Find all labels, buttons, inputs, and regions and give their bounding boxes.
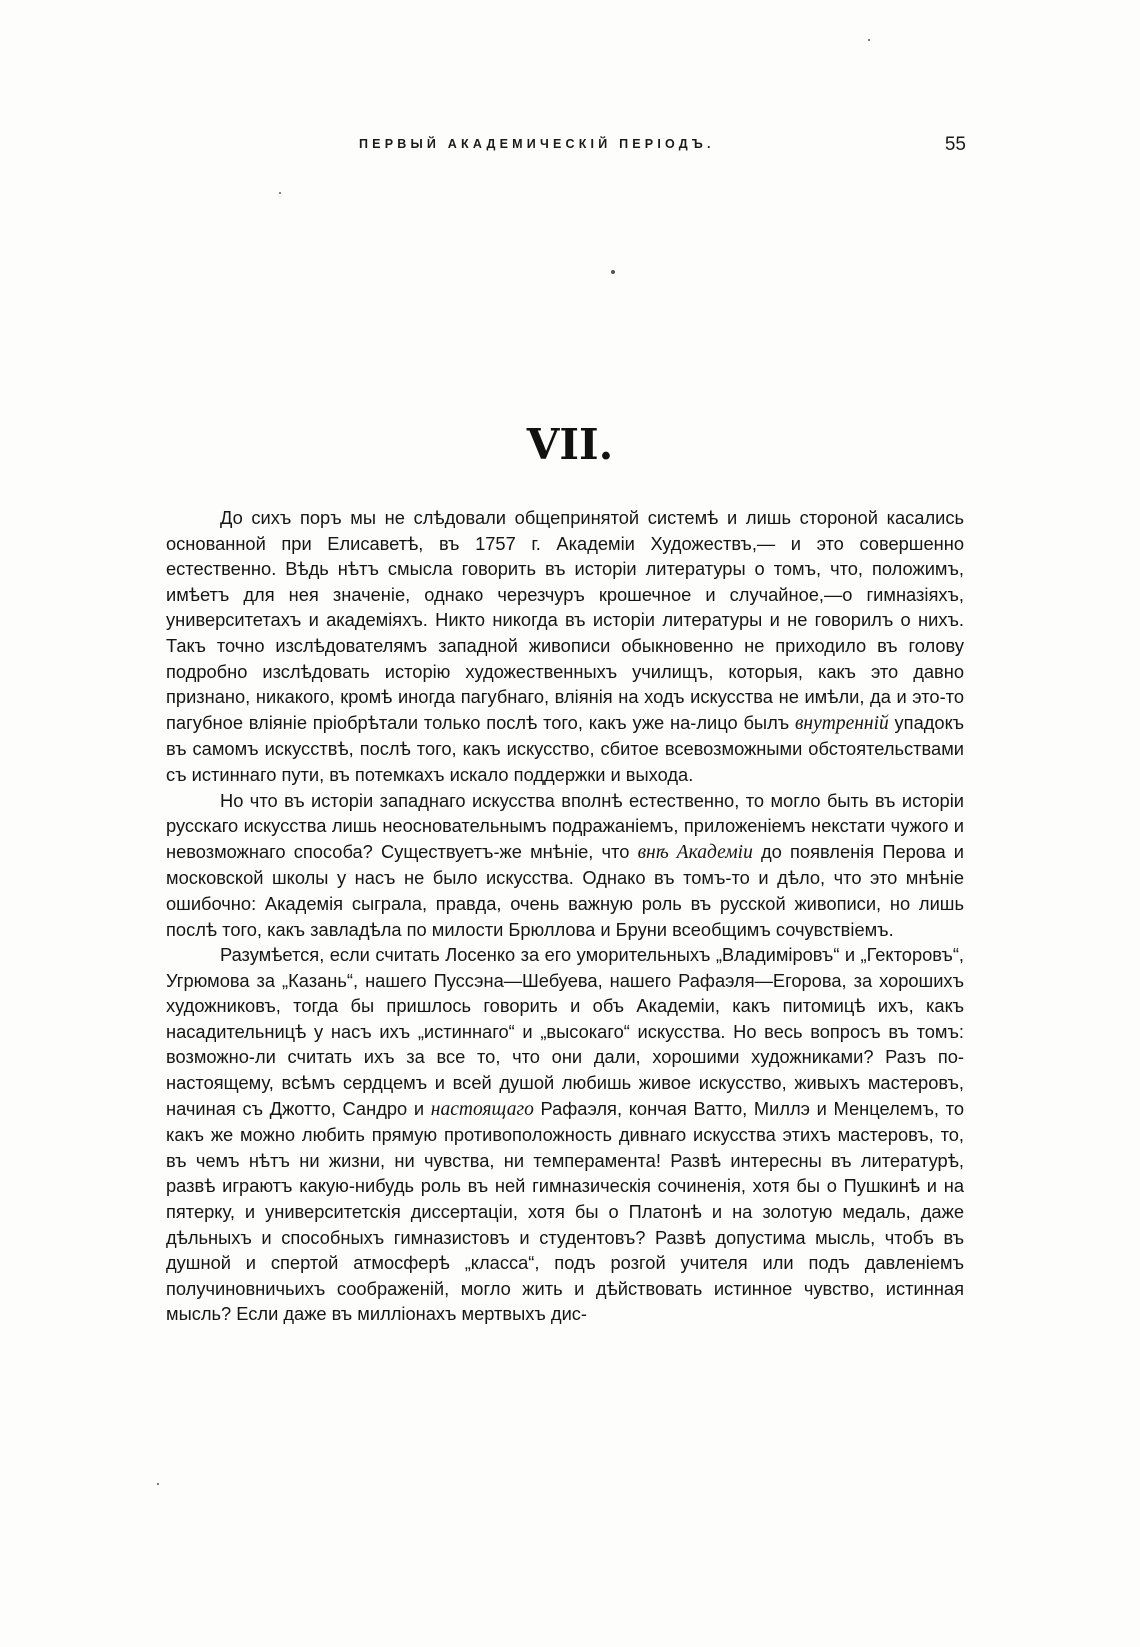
paragraph-3-text-cont: Рафаэля, кончая Ватто, Миллэ и Менцелемъ, то какъ же можно любить прямую противоположность дивнаго искусства этихъ мастеровъ, то, въ чемъ нѣтъ ни жизни, ни чувства, ни темперамента! Развѣ интересны въ литературѣ, развѣ играютъ какую-нибудь роль въ ней гимназическія сочиненія, хотя бы о Пушкинѣ и на пятерку, и университетскія диссертаціи, хотя бы о Платонѣ и на золотую медаль, даже дѣльныхъ и способныхъ гимназистовъ и студентовъ? Развѣ допустима мысль, чтобъ въ душной и спертой атмосферѣ „класса“, подъ розгой учителя или подъ давленіемъ получиновничьихъ соображеній, могло жить и дѣйствовать истинное чувство, истинная мысль? Если даже въ милліонахъ мертвыхъ дис- [166, 1097, 964, 1325]
scan-speck [868, 39, 870, 41]
paragraph-1 [166, 505, 964, 788]
paragraph-1-text: До сихъ поръ мы не слѣдовали общепринятой системѣ и лишь стороной касались основанной при Елисаветѣ, въ 1757 г. Академіи Художествъ,— и это совершенно естественно. Вѣдь нѣтъ смысла говорить въ исторіи литературы о томъ, что, положимъ, имѣетъ для нея значеніе, однако черезчуръ крошечное и случайное,—о гимназіяхъ, университетахъ и академіяхъ. Никто никогда въ исторіи литературы и не говорилъ о нихъ. Такъ точно изслѣдователямъ западной живописи обыкновенно не приходило въ голову подробно изслѣдовать исторію художественныхъ училищъ, которыя, какъ это давно признано, никакого, кромѣ иногда пагубнаго, вліянія на ходъ искусства не имѣли, да и это-то пагубное вліяніе пріобрѣтали только послѣ того, какъ уже на-лицо былъ [166, 507, 964, 733]
paragraph-3 [166, 942, 964, 1327]
paragraph-1-text-cont: упадокъ въ самомъ искусствѣ, послѣ того, какъ искусство, сбитое всевозможными обстоятельствами съ истиннаго пути, въ потемкахъ искало поддержки и выхода. [166, 711, 965, 785]
paragraph-2-italic: внѣ Академіи [637, 841, 753, 863]
scan-speck [279, 192, 281, 194]
body-text [166, 505, 964, 1327]
paragraph-1-italic: внутренній [794, 712, 889, 734]
paragraph-3-text: Разумѣется, если считать Лосенко за его уморительныхъ „Владиміровъ“ и „Гекторовъ“, Угрюмова за „Казань“, нашего Пуссэна—Шебуева, нашего Рафаэля—Егорова, за хорошихъ художниковъ, тогда бы пришлось говорить и объ Академіи, какъ питомицѣ ихъ, какъ насадительницѣ у насъ ихъ „истиннаго“ и „высокаго“ искусства. Но весь вопросъ въ томъ: возможно-ли считать ихъ за все то, что они дали, хорошими художниками? Разъ по-настоящему, всѣмъ сердцемъ и всей душой любишь живое искусство, живыхъ мастеровъ, начиная съ Джотто, Сандро и [166, 944, 964, 1119]
paragraph-2-text: Но что въ исторіи западнаго искусства вполнѣ естественно, то могло быть въ исторіи русскаго искусства лишь неосновательнымъ подражаніемъ, приложеніемъ некстати чужого и невозможнаго способа? Существуетъ-же мнѣніе, что [166, 789, 964, 862]
paragraph-3-italic: настоящаго [430, 1098, 534, 1120]
scan-speck [157, 1483, 159, 1485]
paragraph-2-text-cont: до появленія Перова и московской школы у насъ не было искусства. Однако въ томъ-то и дѣло, что это мнѣніе ошибочно: Академія сыграла, правда, очень важную роль въ русской живописи, но лишь послѣ того, какъ завладѣла по милости Брюллова и Бруни всеобщимъ сочувствіемъ. [166, 840, 965, 940]
paragraph-2 [166, 788, 964, 943]
running-title: ПЕРВЫЙ АКАДЕМИЧЕСКІЙ ПЕРІОДЪ. [359, 137, 715, 151]
scan-speck [611, 270, 615, 274]
chapter-number: VII. [526, 420, 614, 469]
page-number: 55 [944, 134, 966, 155]
